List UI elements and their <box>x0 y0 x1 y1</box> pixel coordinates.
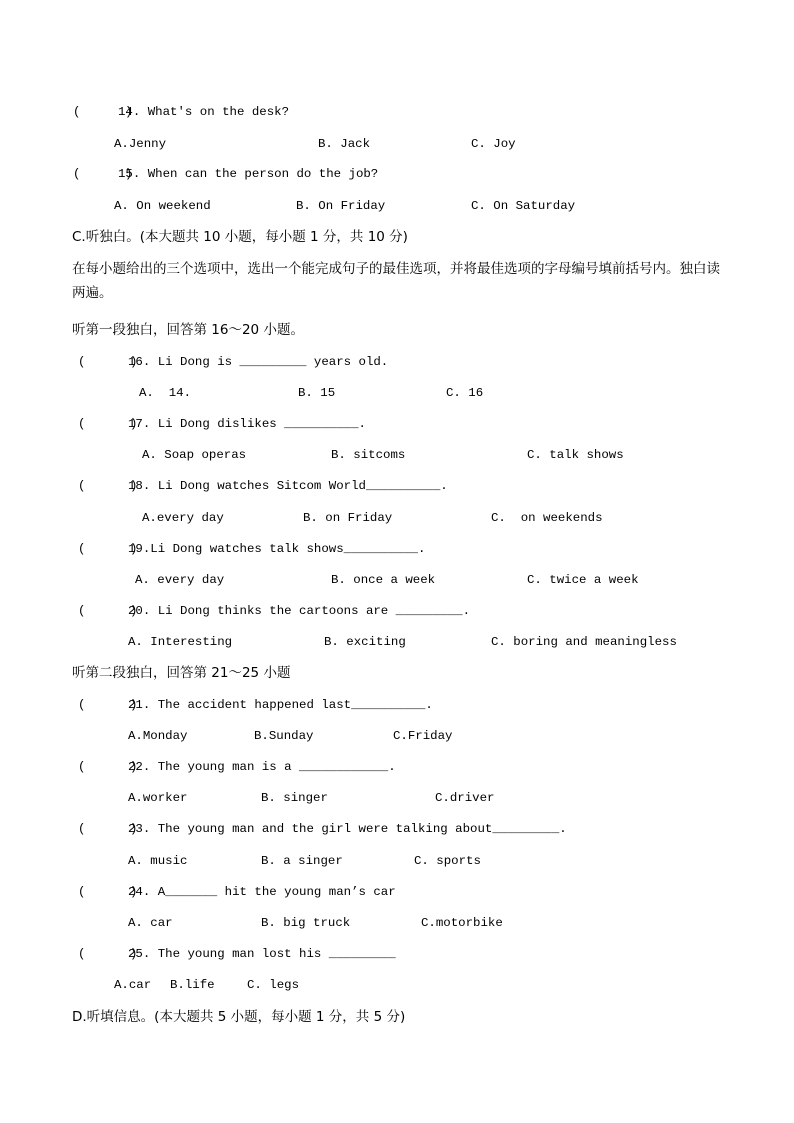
section-c-instruction: 在每小题给出的三个选项中，选出一个能完成句子的最佳选项，并将最佳选项的字母编号填前括号内。独白读两遍。 <box>72 261 720 301</box>
q20-option-b: B. exciting <box>324 635 406 649</box>
q20-option-a: A. Interesting <box>128 635 233 649</box>
q18-option-c: C. on weekends <box>491 511 603 525</box>
q16-option-b: B. 15 <box>298 386 336 400</box>
q23-paren: ( ) <box>78 822 138 836</box>
q24-stem: 24. A_______ hit the young man’s car <box>128 885 396 899</box>
q15-paren: ( ) <box>73 167 133 181</box>
q17-stem: 17. Li Dong dislikes __________. <box>128 417 366 431</box>
q15-option-c: C. On Saturday <box>471 199 576 213</box>
q20-stem: 20. Li Dong thinks the cartoons are _________. <box>128 604 471 618</box>
q17-paren: ( ) <box>78 417 138 431</box>
q24-option-b: B. big truck <box>261 916 351 930</box>
section-d-heading: D.听填信息。(本大题共 5 小题，每小题 1 分，共 5 分) <box>72 1009 406 1025</box>
q21-stem: 21. The accident happened last__________. <box>128 698 433 712</box>
q21-paren: ( ) <box>78 698 138 712</box>
q18-stem: 18. Li Dong watches Sitcom World__________. <box>128 479 448 493</box>
q19-option-a: A. every day <box>135 573 225 587</box>
part1-heading: 听第一段独白，回答第 16～20 小题。 <box>72 322 304 338</box>
part2-heading: 听第二段独白，回答第 21～25 小题 <box>72 665 291 681</box>
q23-option-c: C. sports <box>414 854 481 868</box>
q17-option-a: A. Soap operas <box>142 448 247 462</box>
q18-paren: ( ) <box>78 479 138 493</box>
q16-paren: ( ) <box>78 355 138 369</box>
q17-option-b: B. sitcoms <box>331 448 406 462</box>
q24-option-c: C.motorbike <box>421 916 503 930</box>
q14-option-a: A.Jenny <box>114 137 167 151</box>
q21-option-c: C.Friday <box>393 729 453 743</box>
q25-option-b: B.life <box>170 978 215 992</box>
q19-paren: ( ) <box>78 542 138 556</box>
q16-option-c: C. 16 <box>446 386 484 400</box>
q23-option-b: B. a singer <box>261 854 343 868</box>
q21-option-a: A.Monday <box>128 729 188 743</box>
q24-paren: ( ) <box>78 885 138 899</box>
q25-paren: ( ) <box>78 947 138 961</box>
q22-option-a: A.worker <box>128 791 188 805</box>
q15-stem: 15. When can the person do the job? <box>118 167 379 181</box>
q22-stem: 22. The young man is a ____________. <box>128 760 396 774</box>
q14-stem: 14. What's on the desk? <box>118 105 290 119</box>
q25-stem: 25. The young man lost his _________ <box>128 947 396 961</box>
q14-paren: ( ) <box>73 105 133 119</box>
q22-option-c: C.driver <box>435 791 495 805</box>
q23-option-a: A. music <box>128 854 188 868</box>
q24-option-a: A. car <box>128 916 173 930</box>
q15-option-a: A. On weekend <box>114 199 211 213</box>
q19-stem: 19.Li Dong watches talk shows__________. <box>128 542 426 556</box>
q22-option-b: B. singer <box>261 791 328 805</box>
q20-paren: ( ) <box>78 604 138 618</box>
q18-option-a: A.every day <box>142 511 224 525</box>
q14-option-c: C. Joy <box>471 137 516 151</box>
q15-option-b: B. On Friday <box>296 199 386 213</box>
q25-option-a: A.car <box>114 978 152 992</box>
q18-option-b: B. on Friday <box>303 511 393 525</box>
q25-option-c: C. legs <box>247 978 300 992</box>
q23-stem: 23. The young man and the girl were talking about_________. <box>128 822 567 836</box>
q21-option-b: B.Sunday <box>254 729 314 743</box>
q22-paren: ( ) <box>78 760 138 774</box>
section-c-heading: C.听独白。(本大题共 10 小题，每小题 1 分，共 10 分) <box>72 229 408 245</box>
q20-option-c: C. boring and meaningless <box>491 635 677 649</box>
q16-stem: 16. Li Dong is _________ years old. <box>128 355 389 369</box>
q19-option-b: B. once a week <box>331 573 436 587</box>
q14-option-b: B. Jack <box>318 137 371 151</box>
q16-option-a: A. 14. <box>139 386 192 400</box>
q17-option-c: C. talk shows <box>527 448 624 462</box>
q19-option-c: C. twice a week <box>527 573 639 587</box>
